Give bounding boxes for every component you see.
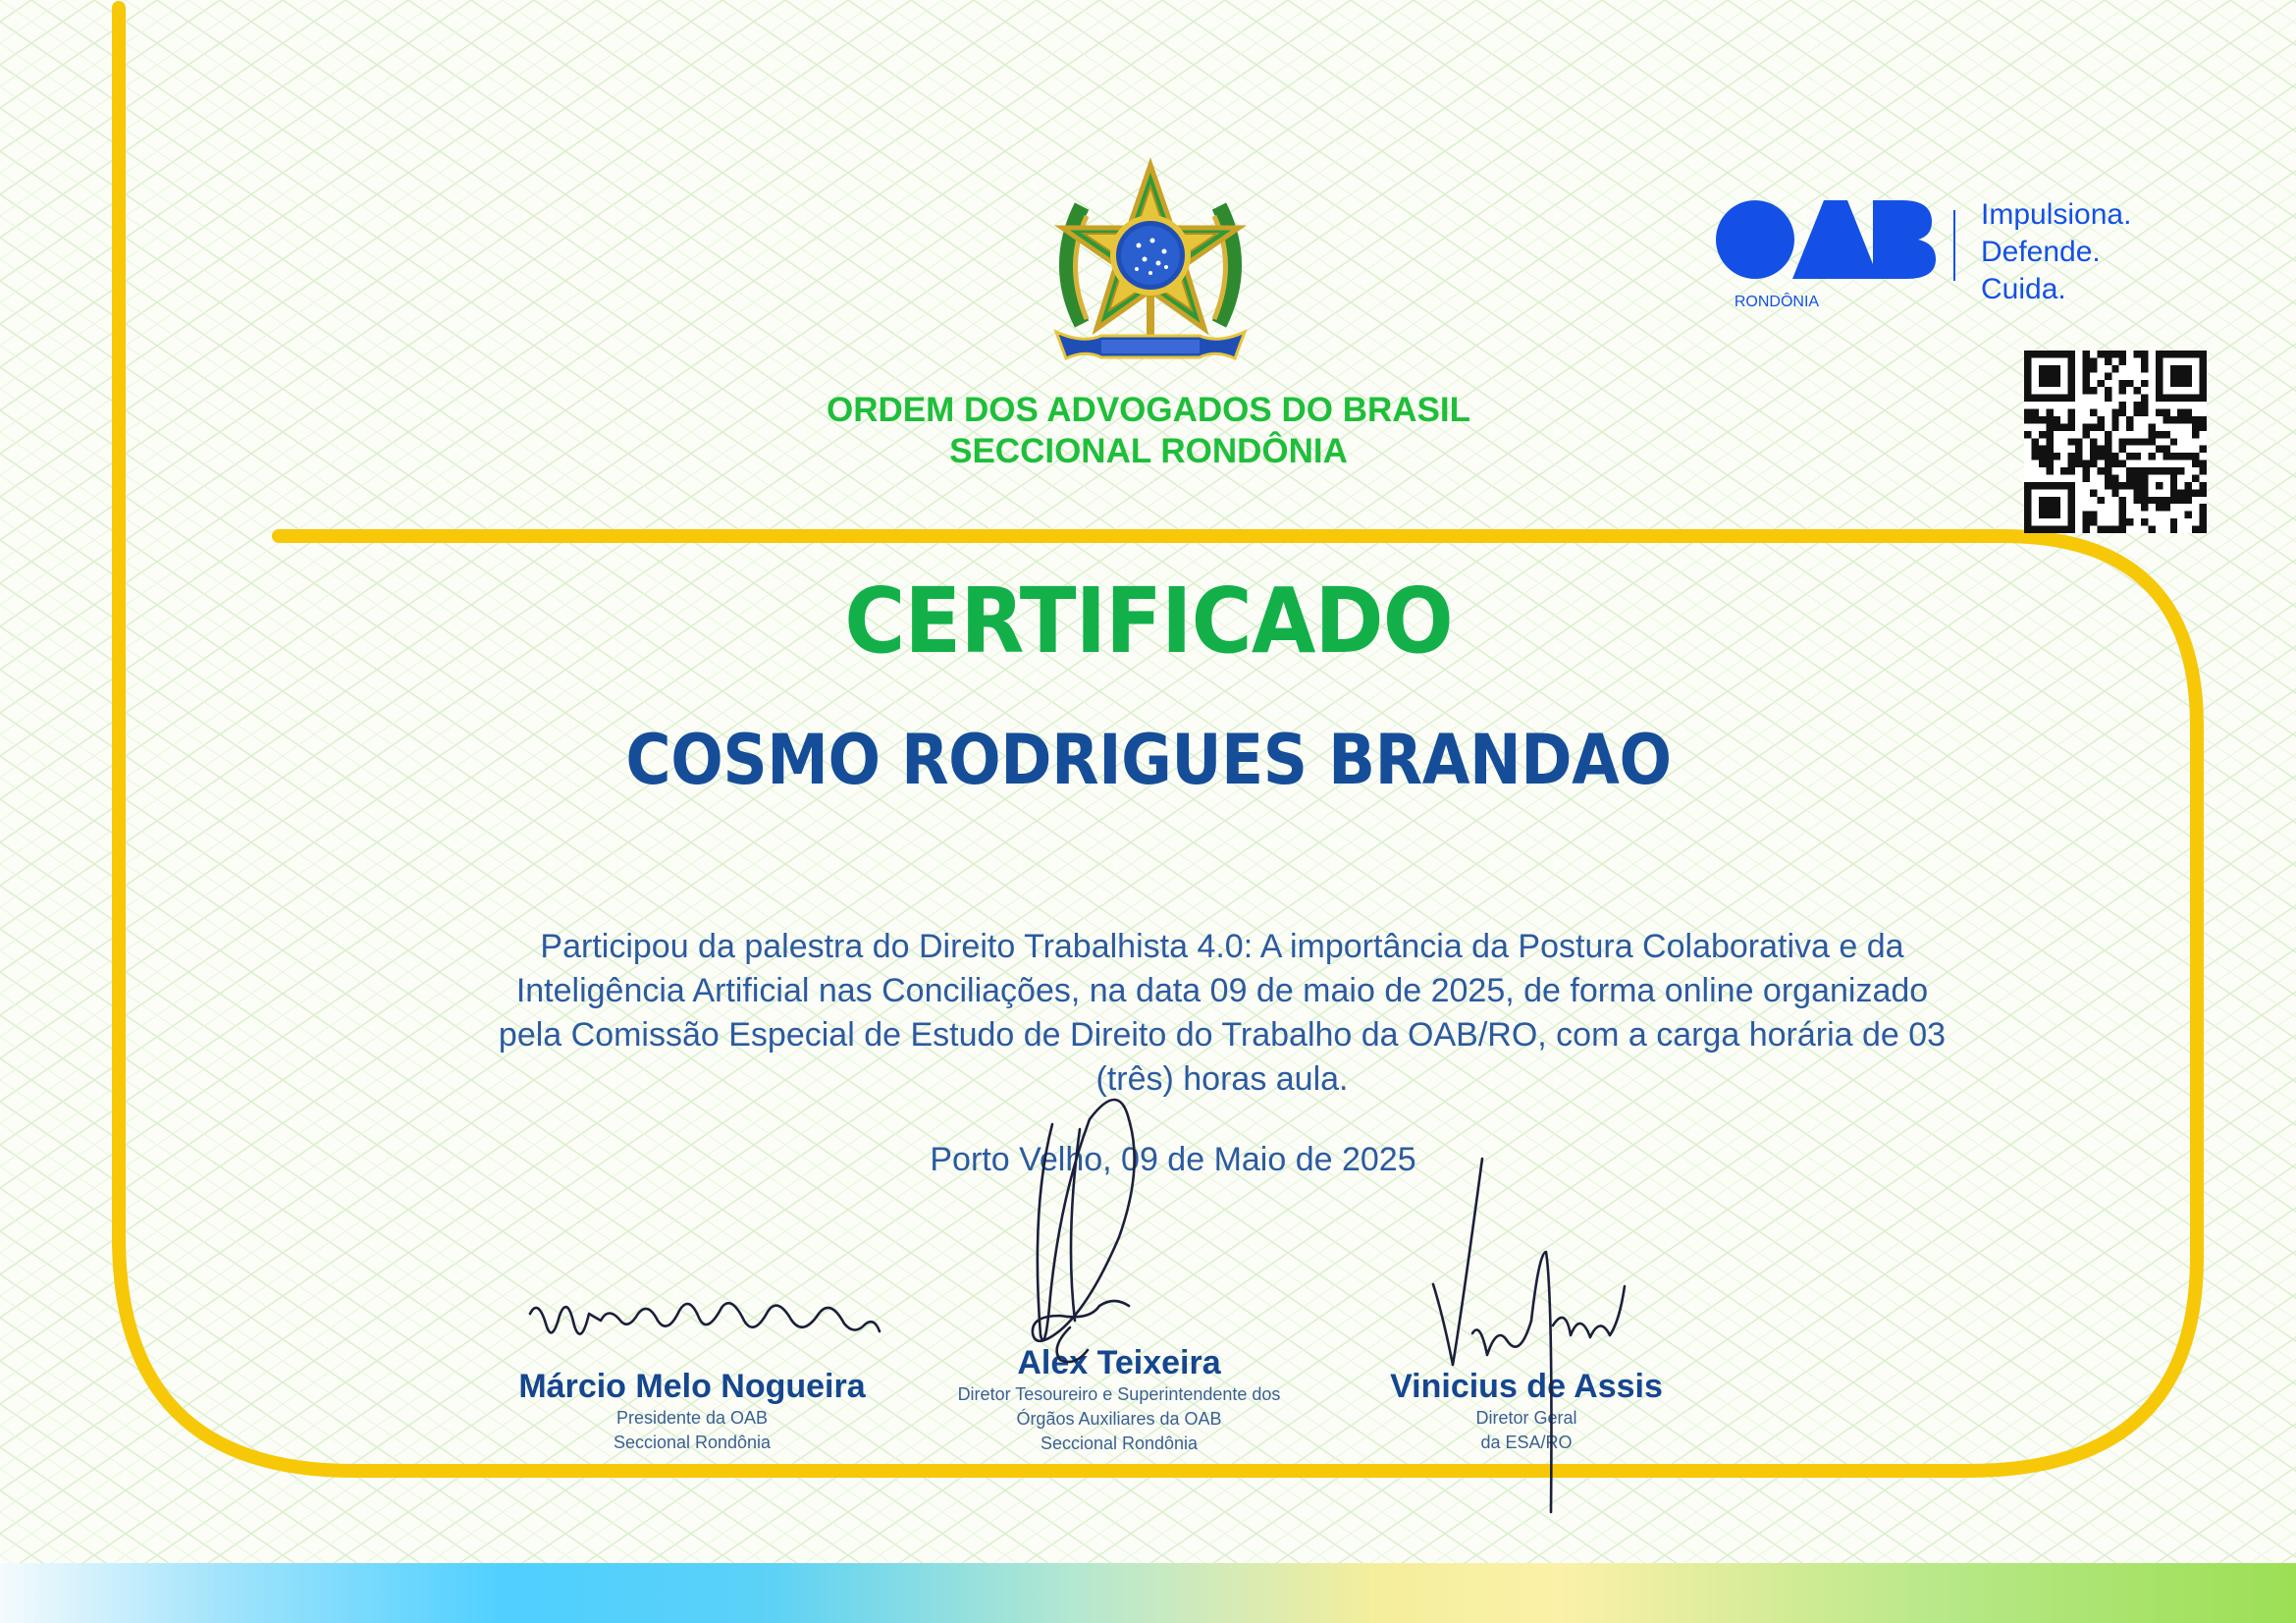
signatory-vinicius (1335, 1367, 1718, 1455)
brazil-coat-of-arms-icon (1042, 157, 1258, 373)
place-and-date: Porto Velho, 09 de Maio de 2025 (930, 1141, 1416, 1178)
signatory-name: Alex Teixeira (1017, 1344, 1221, 1381)
certificate-description: Participou da palestra do Direito Trabalhista 4.0: A importância da Postura Colaborativa e da Inteligência Artificial nas Conciliações, na data 09 de maio de 2025, de forma online organizado pela Comissão Especial de Estudo de Direito do Trabalho da OAB/RO, com a carga horária de 03 (três) horas aula. (498, 928, 1947, 1098)
signatory-role: Seccional Rondônia (1040, 1434, 1199, 1453)
qr-code-icon[interactable] (2024, 351, 2207, 533)
signatory-name: Vinicius de Assis (1390, 1368, 1663, 1405)
recipient-name: COSMO RODRIGUES BRANDAO (625, 720, 1672, 800)
bottom-gradient-strip (0, 1563, 2296, 1623)
organization-name: ORDEM DOS ADVOGADOS DO BRASIL (827, 391, 1470, 429)
signatory-role: da ESA/RO (1480, 1433, 1573, 1452)
signatory-marcio (471, 1367, 913, 1455)
oab-region-label: RONDÔNIA (1734, 294, 1820, 310)
oab-tagline-3: Cuida. (1981, 273, 2066, 305)
organization-section: SECCIONAL RONDÔNIA (949, 432, 1348, 470)
signatory-role: Diretor Tesoureiro e Superintendente dos (957, 1384, 1281, 1404)
signatory-role: Seccional Rondônia (613, 1433, 772, 1452)
signatory-alex (903, 1343, 1335, 1456)
signatory-role: Presidente da OAB (615, 1408, 769, 1428)
signatory-name: Márcio Melo Nogueira (518, 1368, 866, 1405)
signatory-role: Órgãos Auxiliares da OAB (1016, 1409, 1222, 1429)
signatory-role: Diretor Geral (1475, 1408, 1577, 1428)
oab-logo-icon (1716, 192, 2187, 320)
certificate-title: CERTIFICADO (844, 568, 1453, 674)
oab-tagline-2: Defende. (1981, 236, 2101, 268)
oab-tagline-1: Impulsiona. (1981, 198, 2132, 231)
